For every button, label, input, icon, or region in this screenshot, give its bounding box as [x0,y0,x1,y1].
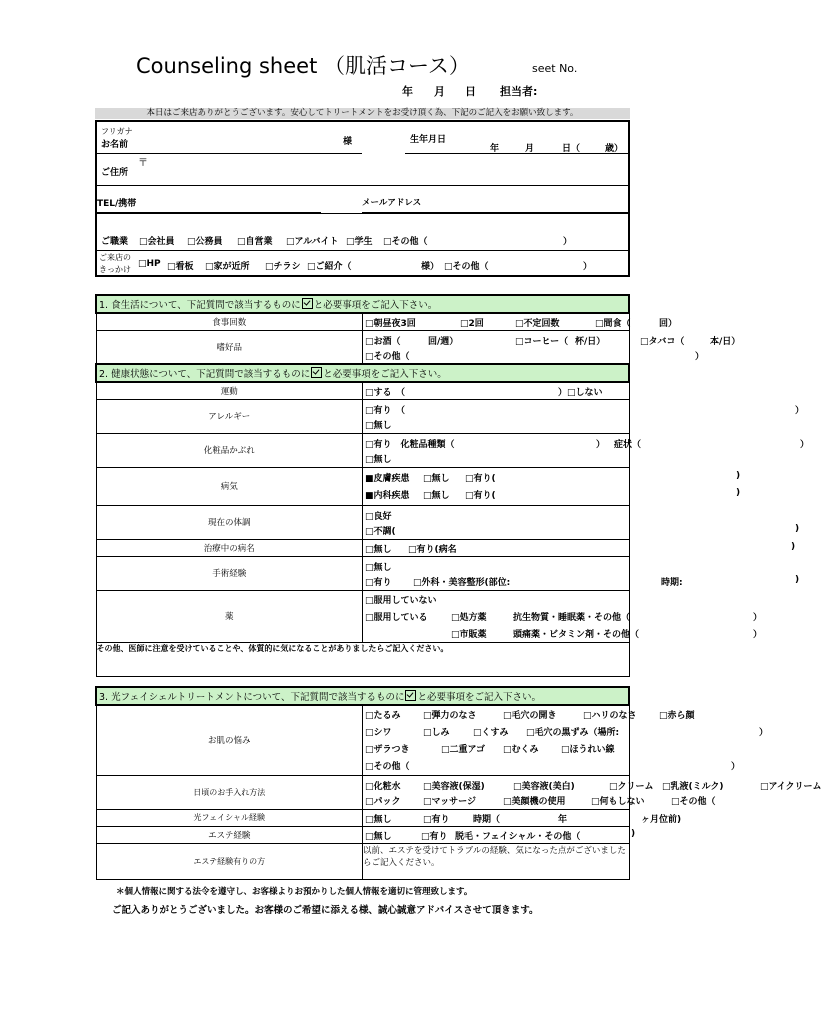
cosmetic-row [96,433,629,467]
surgery-yes[interactable]: □有り [365,578,392,588]
treatment-no[interactable]: □無し [365,545,392,555]
allergy-row [96,399,629,433]
facial-table [95,686,822,880]
sheet-number-label: seet No. [532,62,578,75]
facial-year: 年 [558,815,568,825]
mail-label: メールアドレス [362,198,422,208]
facial-no[interactable]: □無し [365,815,392,825]
medicine-otc[interactable]: □市販薬 [451,629,487,640]
meal-snack-unit: 回） [659,319,678,330]
birthday-underline [405,153,628,154]
surgery-label: 手術経験 [96,556,363,590]
visit-signboard[interactable]: □看板 [167,262,194,272]
trouble-dullness[interactable]: □くすみ [473,728,509,739]
other-notes-row [96,642,629,676]
checkmark-icon [405,690,416,701]
trouble-elasticity[interactable]: □弾力のなさ [423,711,477,722]
section2-header-b: と必要事項をご記入下さい。 [323,369,447,380]
illness-internal-no[interactable]: □無し [423,491,450,501]
meal-2[interactable]: □2回 [460,319,484,330]
medicine-none[interactable]: □服用していない [365,595,437,606]
postal-mark: 〒 [138,158,148,169]
care-eye-cream[interactable]: □アイクリーム [760,782,822,792]
occupation-student[interactable]: □学生 [346,237,373,247]
section1-header-a: 1. 食生活について、下記質問で該当するものに [99,300,301,311]
condition-label: 現在の体調 [96,505,363,539]
esthe-yes[interactable]: □有り [421,832,448,842]
care-label: 日頃のお手入れ方法 [96,775,363,809]
occupation-other[interactable]: □その他（ [383,237,428,247]
date-year-label: 年 [402,85,413,98]
visit-other[interactable]: □その他（ [444,262,489,272]
thanks-note: ご記入ありがとうございました。お客様のご希望に添える様、誠心誠意アドバイスさせて頂きます。 [112,905,539,916]
section1-header [96,295,629,313]
pref-coffee-unit: 杯/日） [575,336,606,347]
section3-header [96,687,629,705]
cosmetic-symptom: 症状（ [614,440,642,450]
trouble-nasolabial[interactable]: □ほうれい線 [561,745,615,756]
exercise-label: 運動 [96,382,363,399]
occupation-divider [97,250,628,251]
trouble-spots[interactable]: □しみ [423,728,450,739]
occupation-public[interactable]: □公務員 [187,237,223,247]
illness-internal-close: ) [736,488,741,498]
illness-internal-yes[interactable]: □有り( [465,491,496,501]
visit-flyer[interactable]: □チラシ [265,262,301,272]
occupation-parttime[interactable]: □アルバイト [286,237,339,247]
trouble-double-chin[interactable]: □二重アゴ [441,745,486,756]
meal-label: 食事回数 [96,313,363,330]
trouble-sagging[interactable]: □たるみ [365,711,401,722]
esthe-no[interactable]: □無し [365,832,392,842]
visit-label-1: ご来店の [99,253,131,262]
section1-header-b: と必要事項をご記入下さい。 [313,300,438,311]
esthe-trouble-label: エステ経験有りの方 [96,843,363,879]
medicine-prescribed-close: ） [753,612,763,623]
treatment-row [96,539,629,556]
trouble-redness[interactable]: □赤ら顔 [659,711,695,722]
allergy-yes[interactable]: □有り （ [365,406,406,416]
facial-time: 時期（ [473,815,501,825]
trouble-other-close: ） [731,762,741,773]
preference-row [96,330,629,364]
sama-label: 様 [343,137,353,147]
visit-other-close: ） [583,262,593,272]
notice-bar: 本日はご来店ありがとうございます。安心してトリートメントをお受け頂く為、下記のご記入をお願い致します。 [95,108,630,119]
condition-row [96,505,629,539]
care-milk[interactable]: □乳液(ミルク) [662,782,724,792]
occupation-label: ご職業 [101,237,129,247]
birth-age-label: 歳） [605,144,624,154]
trouble-swelling[interactable]: □むくみ [503,745,539,756]
trouble-blackheads-close: ） [759,728,769,739]
medicine-prescribed-types: 抗生物質・睡眠薬・その他（ [513,612,631,623]
occupation-close: ） [563,237,573,247]
visit-referral[interactable]: □ご紹介（ [307,262,352,272]
cosmetic-yes[interactable]: □有り 化粧品種類（ [365,440,455,450]
trouble-blackheads[interactable]: □毛穴の黒ずみ（場所: [526,728,620,739]
name-underline [97,153,362,154]
other-notes[interactable]: その他、医師に注意を受けていることや、体質的に気になることがありましたらご記入ください。 [96,642,629,676]
exercise-no[interactable]: ）□しない [558,388,603,399]
care-serum-moist[interactable]: □美容液(保湿) [423,782,485,792]
medicine-row [96,590,629,642]
surgery-cosmetic[interactable]: □外科・美容整形(部位: [413,578,511,588]
cosmetic-no[interactable]: □無し [365,455,392,465]
condition-bad[interactable]: □不調( [365,527,396,537]
care-other[interactable]: □その他（ [671,797,716,807]
medicine-taking[interactable]: □服用している [365,612,428,623]
meal-row [96,313,629,330]
illness-skin-close: ) [736,471,741,481]
date-month-label: 月 [434,85,445,98]
meal-irregular[interactable]: □不定回数 [515,319,560,330]
medicine-otc-types: 頭痛薬・ビタミン剤・その他（ [513,629,640,640]
pref-coffee[interactable]: □コーヒー（ [515,336,569,347]
staff-label: 担当者: [500,85,538,98]
cosmetic-type-close: ） [596,440,606,450]
page-title: Counseling sheet （肌活コース） [136,54,470,78]
allergy-label: アレルギー [96,399,363,433]
surgery-row [96,556,629,590]
name-label: お名前 [101,140,129,150]
care-device[interactable]: □美顔機の使用 [503,797,566,807]
address-label: ご住所 [101,168,129,178]
trouble-pores-open[interactable]: □毛穴の開き [503,711,557,722]
facial-exp-row [96,809,629,826]
visit-label-2: きっかけ [99,265,131,274]
checkmark-icon [311,367,322,378]
section3-header-a: 3. 光フェイシェルトリートメントについて、下記質問で該当するものに [99,692,405,703]
esthe-trouble-row [96,843,629,879]
birth-month-label: 月 [525,144,535,154]
birth-year-label: 年 [490,144,500,154]
facial-yes[interactable]: □有り [423,815,450,825]
condition-close: ) [795,524,800,534]
skin-trouble-label: お肌の悩み [96,705,363,775]
birth-day-label: 日（ [562,144,581,154]
trouble-rough[interactable]: □ザラつき [365,745,410,756]
pref-tobacco-unit: 本/日） [710,336,741,347]
skin-trouble-row [96,705,629,775]
treatment-close: ) [791,542,796,552]
care-cream[interactable]: □クリーム [609,782,654,792]
visit-hp[interactable]: □HP [138,259,161,269]
pref-other[interactable]: □その他（ [365,351,410,362]
pref-alcohol[interactable]: □お酒（ [365,336,401,347]
illness-internal[interactable]: ■内科疾患 [365,491,410,501]
visit-referral-close: 様） [421,262,440,272]
facial-exp-label: 光フェイシャル経験 [96,809,363,826]
allergy-close: ） [795,406,805,416]
condition-good[interactable]: □良好 [365,512,392,522]
care-nothing[interactable]: □何もしない [591,797,645,807]
birthday-label: 生年月日 [410,135,447,145]
esthe-exp-row [96,826,629,843]
pref-alcohol-unit: 回/週） [428,336,459,347]
tel-label: TEL/携帯 [97,199,137,209]
treatment-label: 治療中の病名 [96,539,363,556]
section2-header [96,364,629,382]
illness-row [96,467,629,505]
preference-label: 嗜好品 [96,330,363,364]
illness-skin-yes[interactable]: □有り( [465,474,496,484]
medicine-prescribed[interactable]: □処方薬 [451,612,487,623]
occupation-company[interactable]: □会社員 [139,237,175,247]
treatment-yes[interactable]: □有り(病名 [408,545,457,555]
furigana-label: フリガナ [101,127,133,136]
care-massage[interactable]: □マッサージ [423,797,476,807]
exercise-yes[interactable]: □する （ [365,388,406,399]
cosmetic-symptom-close: ） [800,440,810,450]
surgery-close: ) [795,575,800,585]
allergy-no[interactable]: □無し [365,421,392,431]
date-day-label: 日 [465,85,476,98]
medicine-label: 薬 [96,590,363,642]
esthe-trouble-text[interactable]: 以前、エステを受けてトラブルの経験、気になった点がございましたらご記入ください。 [363,843,630,879]
medicine-otc-close: ） [753,629,763,640]
exercise-row [96,382,629,399]
care-row [96,775,629,809]
esthe-close: ) [631,829,636,839]
care-lotion[interactable]: □化粧水 [365,782,401,792]
health-table [95,294,810,677]
visit-nearby[interactable]: □家が近所 [205,262,250,272]
trouble-other[interactable]: □その他（ [365,762,410,773]
meal-3[interactable]: □朝昼夜3回 [365,319,416,330]
personal-info-box [95,120,630,277]
surgery-time: 時期: [661,578,683,588]
occupation-self[interactable]: □自営業 [237,237,273,247]
pref-other-close: ） [695,351,705,362]
illness-skin[interactable]: ■皮膚疾患 [365,474,410,484]
facial-months: ヶ月位前) [641,815,682,825]
illness-label: 病気 [96,467,363,505]
tel-divider [97,213,628,214]
privacy-note: ＊個人情報に関する法令を遵守し、お客様よりお預かりした個人情報を適切に管理致します。 [116,887,473,897]
section2-header-a: 2. 健康状態について、下記質問で該当するものに [99,369,311,380]
checkmark-icon [302,298,313,309]
care-pack[interactable]: □パック [365,797,401,807]
surgery-no[interactable]: □無し [365,563,392,573]
care-serum-white[interactable]: □美容液(美白) [513,782,575,792]
meal-snack[interactable]: □間食（ [595,319,631,330]
trouble-wrinkles[interactable]: □シワ [365,728,392,739]
illness-skin-no[interactable]: □無し [423,474,450,484]
esthe-exp-label: エステ経験 [96,826,363,843]
trouble-firmness[interactable]: □ハリのなさ [583,711,637,722]
section3-header-b: と必要事項をご記入下さい。 [417,692,541,703]
date-line [402,83,602,98]
esthe-types: 脱毛・フェイシャル・その他（ [455,832,581,842]
cosmetic-label: 化粧品かぶれ [96,433,363,467]
pref-tobacco[interactable]: □タバコ（ [640,336,685,347]
address-divider [97,185,628,186]
